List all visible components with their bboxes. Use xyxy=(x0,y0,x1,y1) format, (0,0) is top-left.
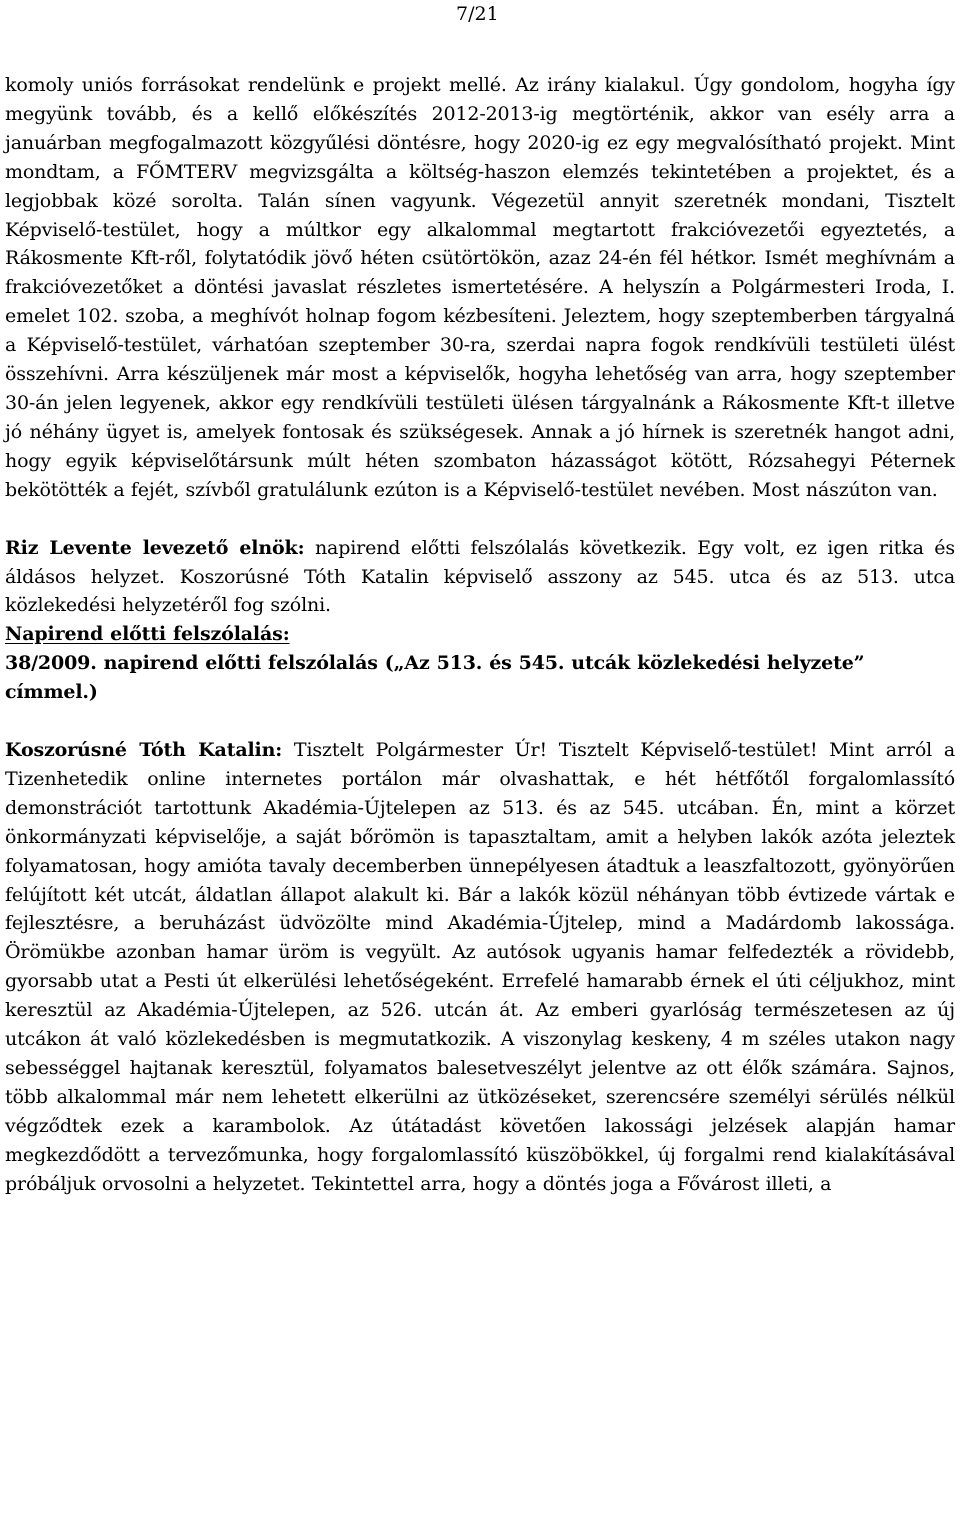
paragraph-chair-announcement xyxy=(5,534,955,621)
paragraph-representative-speech xyxy=(5,736,955,1199)
speech-text: Tisztelt Polgármester Úr! Tisztelt Képviselő-testület! Mint arról a Tizenhetedik online internetes portálon már olvashattak, e hét hétfőtől forgalomlassító demonstrációt tartottunk Akadémia-Újtelepen az 513. és az 545. utcában. Én, mint a körzet önkormányzati képviselője, a saját bőrömön is tapasztaltam, amit a helyben lakók azóta jeleztek folyamatosan, hogy amióta tavaly decemberben ünnepélyesen átadtuk a leaszfaltozott, gyönyörűen felújított két utcát, áldatlan állapot alakult ki. Bár a lakók közül néhányan több évtizede vártak e fejlesztésre, a beruházást üdvözölte mind Akadémia-Újtelep, mind a Madárdomb lakossága. Örömükbe azonban hamar üröm is vegyült. Az autósok ugyanis hamar felfedezték a rövidebb, gyorsabb utat a Pesti út elkerülési lehetőségeként. Errefelé hamarabb érnek el úti céljukhoz, mint keresztül az Akadémia-Újtelepen, az 526. utcán át. Az emberi gyarlóság természetesen az új utcákon át való közlekedésben is megmutatkozik. A viszonylag keskeny, 4 m széles utakon nagy sebességgel hajtanak keresztül, folyamatos balesetveszélyt jelentve az ott élők számára. Sajnos, több alkalommal már nem lehetett elkerülni az ütközéseket, szerencsére személyi sérülés nélkül végződtek ezek a karambolok. Az útátadást követően lakossági jelzések alapján hamar megkezdődött a tervezőmunka, hogy forgalomlassító küszöbökkel, új forgalmi rend kialakításával próbáljuk orvosolni a helyzetet. Tekintettel arra, hogy a döntés joga a Fővárost illeti, a xyxy=(5,739,955,1195)
document-body xyxy=(5,71,955,1199)
speaker-name: Riz Levente levezető elnök: xyxy=(5,536,305,559)
section-heading: Napirend előtti felszólalás: xyxy=(5,623,290,646)
paragraph-mayor-speech: komoly uniós forrásokat rendelünk e projekt mellé. Az irány kialakul. Úgy gondolom, hogyha így megyünk tovább, és a kellő előkészítés 2012-2013-ig megtörténik, akkor van esély arra a januárban megfogalmazott közgyűlési döntésre, hogy 2020-ig ez egy megvalósítható projekt. Mint mondtam, a FŐMTERV megvizsgálta a költség-haszon elemzés tekintetében a projektet, és a legjobbak közé sorolta. Talán sínen vagyunk. Végezetül annyit szeretnék mondani, Tisztelt Képviselő-testület, hogy a múltkor egy alkalommal megtartott frakcióvezetői egyeztetés, a Rákosmente Kft-ről, folytatódik jövő héten csütörtökön, azaz 24-én fél hétkor. Ismét meghívnám a frakcióvezetőket a döntési javaslat részletes ismertetésére. A helyszín a Polgármesteri Iroda, I. emelet 102. szoba, a meghívót holnap fogom kézbesíteni. Jeleztem, hogy szeptemberben tárgyalná a Képviselő-testület, várhatóan szeptember 30-ra, szerdai napra fogok rendkívüli testületi ülést összehívni. Arra készüljenek már most a képviselők, hogyha lehetőség van arra, hogy szeptember 30-án jelen legyenek, akkor egy rendkívüli testületi ülésen tárgyalnánk a Rákosmente Kft-t illetve jó néhány ügyet is, amelyek fontosak és szükségesek. Annak a jó hírnek is szeretnék hangot adni, hogy egyik képviselőtársunk múlt héten szombaton házasságot kötött, Rózsahegyi Péternek bekötötték a fejét, szívből gratulálunk ezúton is a Képviselő-testület nevében. Most nászúton van. xyxy=(5,74,955,501)
speaker-name: Koszorúsné Tóth Katalin: xyxy=(5,739,283,762)
agenda-item-title: 38/2009. napirend előtti felszólalás („Az 513. és 545. utcák közlekedési helyzete” címmel.) xyxy=(5,652,865,704)
speech-text: napirend előtti felszólalás következik. Egy volt, ez igen ritka és áldásos helyzet. Koszorúsné Tóth Katalin képviselő asszony az 545. utca és az 513. utca közlekedési helyzetéről fog szólni. xyxy=(5,536,955,617)
page-number: 7/21 xyxy=(456,3,499,25)
